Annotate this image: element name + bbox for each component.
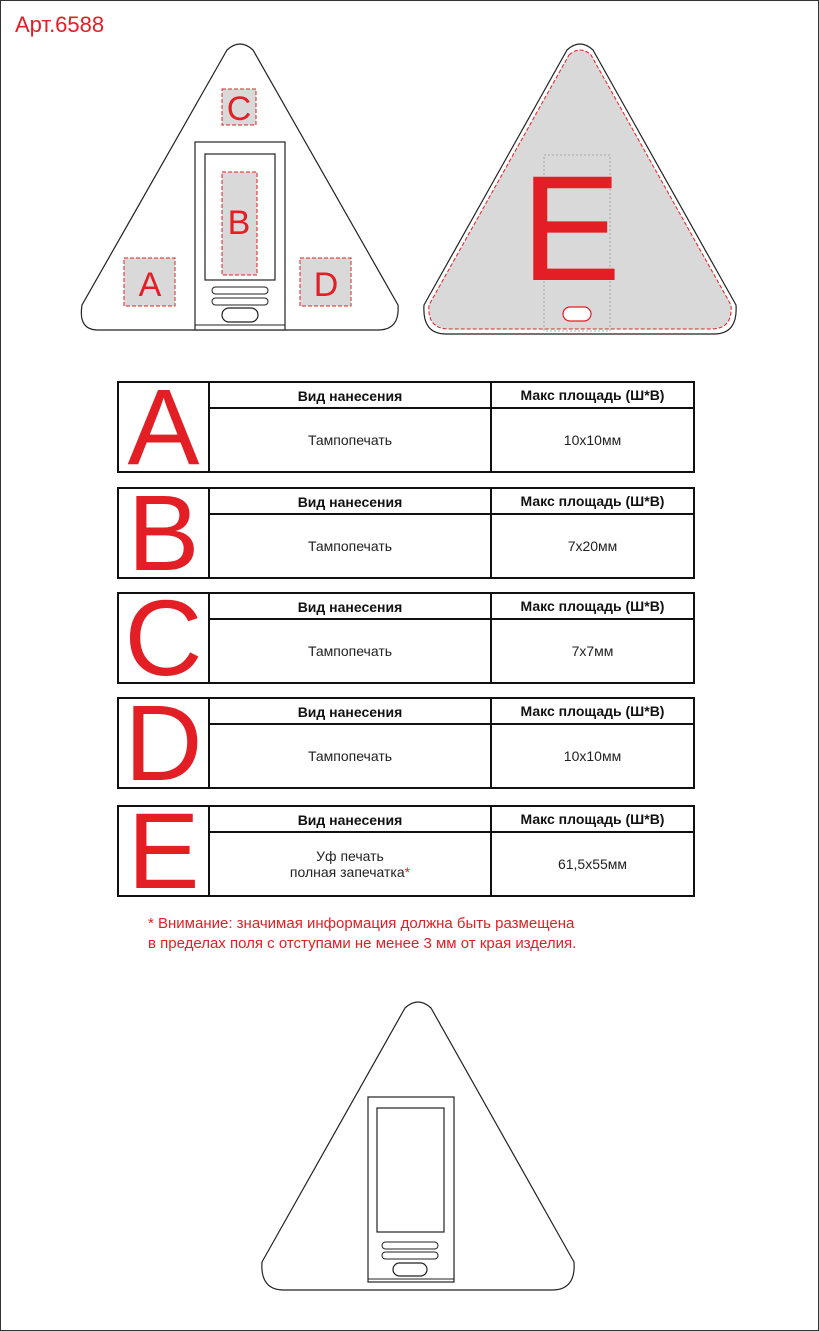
area-value: 7х7мм bbox=[571, 643, 614, 659]
zone-c-label: C bbox=[226, 90, 252, 128]
column-header-area: Макс площадь (Ш*В) bbox=[492, 383, 693, 409]
column-header-method: Вид нанесения bbox=[210, 383, 492, 409]
zone-b-label: B bbox=[227, 204, 251, 242]
method-text: Тампопечать bbox=[307, 538, 393, 554]
zone-e-label: E bbox=[520, 144, 622, 312]
method-text-line2 bbox=[290, 864, 410, 880]
area-value: 61,5х55мм bbox=[557, 856, 628, 872]
product-outline-drawing bbox=[256, 998, 580, 1294]
method-value bbox=[210, 725, 492, 787]
spec-letter: B bbox=[119, 489, 210, 577]
spec-letter: D bbox=[119, 699, 210, 787]
area-value: 10х10мм bbox=[563, 748, 622, 764]
method-line2-text: полная запечатка bbox=[289, 864, 405, 880]
footnote-mark: * bbox=[404, 864, 411, 880]
method-text: Тампопечать bbox=[307, 643, 393, 659]
zone-d-label: D bbox=[313, 266, 339, 304]
zone-a-label: A bbox=[138, 266, 162, 304]
area-value: 7х20мм bbox=[567, 538, 618, 554]
product-front-zones-drawing bbox=[76, 42, 402, 334]
spec-table-a bbox=[117, 366, 695, 487]
column-header-area: Макс площадь (Ш*В) bbox=[492, 699, 693, 725]
spec-table-b bbox=[117, 472, 695, 593]
method-text: Тампопечать bbox=[307, 748, 393, 764]
method-value bbox=[210, 620, 492, 682]
column-header-method: Вид нанесения bbox=[210, 594, 492, 620]
column-header-method: Вид нанесения bbox=[210, 489, 492, 515]
spec-table-e bbox=[117, 790, 695, 911]
area-value: 10х10мм bbox=[563, 432, 622, 448]
column-header-area: Макс площадь (Ш*В) bbox=[492, 489, 693, 515]
column-header-method: Вид нанесения bbox=[210, 699, 492, 725]
product-back-zone-e-drawing bbox=[418, 42, 742, 338]
spec-letter: E bbox=[119, 807, 210, 895]
column-header-area: Макс площадь (Ш*В) bbox=[492, 594, 693, 620]
method-value bbox=[210, 515, 492, 577]
method-value bbox=[210, 833, 492, 895]
warning-note-line2: в пределах поля с отступами не менее 3 мм от края изделия. bbox=[148, 935, 577, 952]
method-text: Уф печать bbox=[316, 848, 384, 864]
spec-letter: C bbox=[119, 594, 210, 682]
article-number: Арт.6588 bbox=[15, 12, 105, 37]
column-header-area: Макс площадь (Ш*В) bbox=[492, 807, 693, 833]
spec-letter: A bbox=[119, 383, 210, 471]
spec-table-d bbox=[117, 682, 695, 803]
spec-table-c bbox=[117, 577, 695, 698]
method-value bbox=[210, 409, 492, 471]
warning-note-line1: * Внимание: значимая информация должна быть размещена bbox=[148, 915, 575, 932]
method-text: Тампопечать bbox=[307, 432, 393, 448]
warning-note bbox=[148, 914, 576, 954]
column-header-method: Вид нанесения bbox=[210, 807, 492, 833]
